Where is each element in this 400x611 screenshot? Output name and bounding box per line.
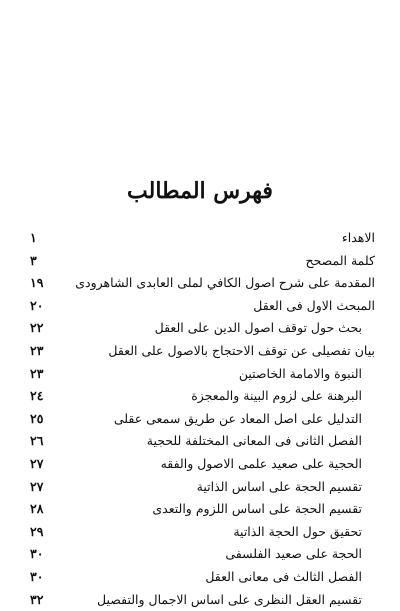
toc-entry-text: التدليل على اصل المعاد عن طريق سمعى عقلى	[114, 408, 362, 430]
toc-page-number: ٣٠	[30, 543, 43, 565]
toc-page-number: ١	[30, 227, 37, 249]
toc-page-number: ٢٥	[30, 408, 43, 430]
toc-entry-text: المقدمة على شرح اصول الكافي لملى العابدى الشاهرودى	[75, 272, 375, 294]
toc-page-number: ٢٤	[30, 385, 43, 407]
toc-row	[30, 453, 375, 476]
toc-entry-text: تحقيق حول الحجة الذاتية	[233, 521, 362, 543]
table-of-contents	[30, 227, 375, 611]
toc-entry-text: المبحث الاول فى العقل	[253, 295, 375, 317]
toc-entry-text: بحث حول توقف اصول الدين على العقل	[155, 317, 362, 339]
toc-row	[30, 476, 375, 499]
toc-page-number: ٢٨	[30, 498, 43, 520]
toc-page-number: ٣	[30, 250, 37, 272]
toc-row	[30, 295, 375, 318]
toc-page-number: ٢٧	[30, 476, 43, 498]
toc-entry-text: الفصل الثانى فى المعانى المختلفة للحجية	[147, 430, 362, 452]
toc-entry-text: الفصل الثالث فى معانى العقل	[205, 566, 362, 588]
toc-row	[30, 227, 375, 250]
toc-entry-text: بيان تفصيلى عن توقف الاحتجاج بالاصول على العقل	[108, 340, 375, 362]
toc-entry-text: الحجة على صعيد الفلسفى	[225, 543, 362, 565]
toc-page-number: ٢٩	[30, 521, 43, 543]
toc-row	[30, 430, 375, 453]
toc-page-number: ٢٦	[30, 430, 43, 452]
toc-row	[30, 250, 375, 273]
toc-entry-text: النبوة والامامة الخاصتين	[239, 363, 362, 385]
toc-row	[30, 317, 375, 340]
toc-entry-text: تقسيم الحجة على اساس الذاتية	[197, 476, 362, 498]
toc-page-number: ٢٣	[30, 363, 43, 385]
toc-row	[30, 385, 375, 408]
toc-entry-text: كلمة المصحح	[306, 250, 375, 272]
toc-entry-text: تقسيم الحجة على اساس اللزوم والتعدى	[152, 498, 362, 520]
toc-entry-text: تقسيم العقل النظرى على اساس الاجمال والتفصيل	[97, 589, 362, 611]
toc-page-number: ٢٧	[30, 453, 43, 475]
toc-row	[30, 521, 375, 544]
toc-page-number: ٢٣	[30, 340, 43, 362]
toc-page-number: ٢٢	[30, 317, 43, 339]
toc-row	[30, 566, 375, 589]
toc-page-number: ٢٠	[30, 295, 43, 317]
toc-row	[30, 408, 375, 431]
toc-row	[30, 272, 375, 295]
toc-row	[30, 589, 375, 611]
page-title: فهرس المطالب	[0, 178, 400, 204]
toc-row	[30, 498, 375, 521]
toc-page-number: ١٩	[30, 272, 43, 294]
toc-row	[30, 543, 375, 566]
toc-entry-text: الاهداء	[342, 227, 375, 249]
toc-page-number: ٣٢	[30, 589, 43, 611]
toc-entry-text: الحجية على صعيد علمى الاصول والفقه	[161, 453, 362, 475]
toc-row	[30, 340, 375, 363]
toc-row	[30, 363, 375, 386]
toc-page-number: ٣٠	[30, 566, 43, 588]
toc-entry-text: البرهنة على لزوم البينة والمعجزة	[191, 385, 362, 407]
